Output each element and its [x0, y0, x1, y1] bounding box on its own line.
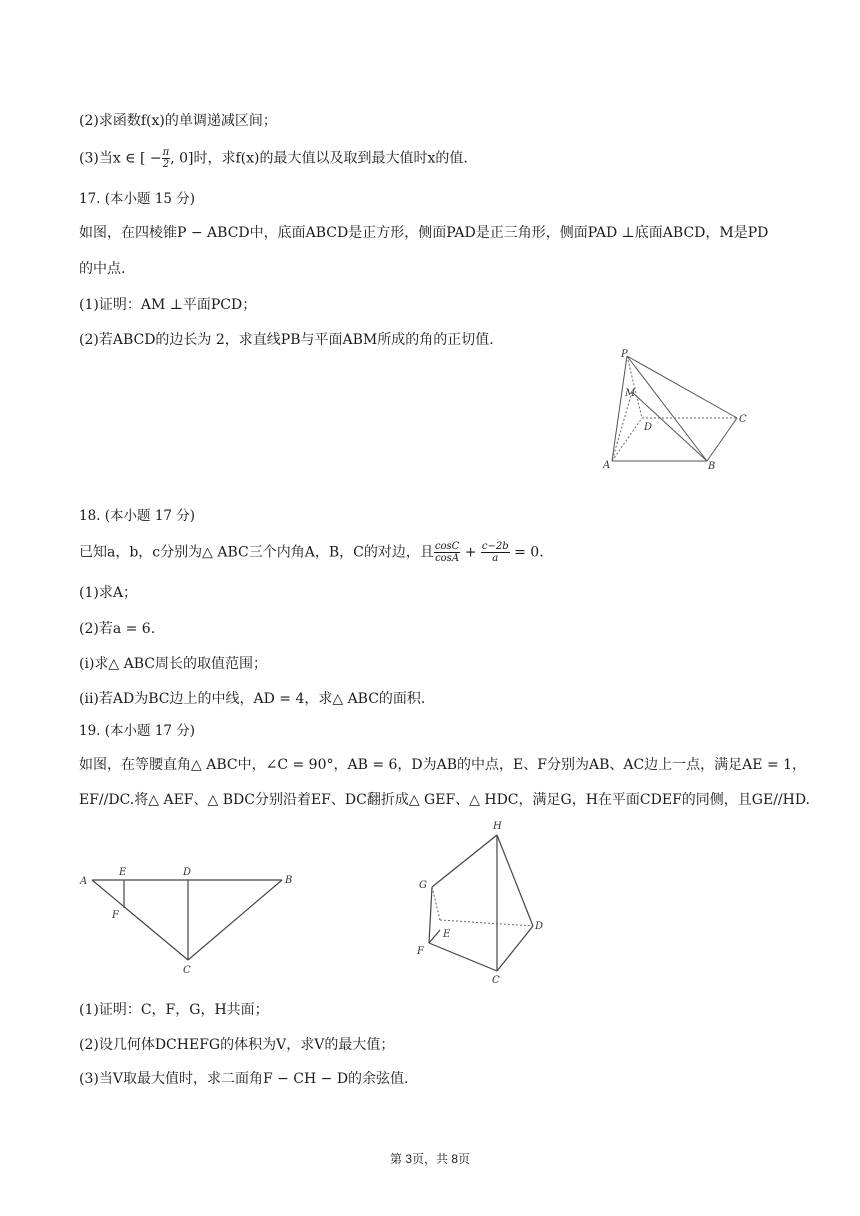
q19-stem-1: 如图，在等腰直角△ ABC中，∠C = 90°，AB = 6，D为AB的中点，E、F分别为AB、AC边上一点，满足AE = 1，	[79, 757, 807, 773]
label-D: D	[183, 867, 192, 878]
q18-stem-a: 已知a，b，c分别为△ ABC三个内角A，B，C的对边，且	[79, 544, 434, 561]
q17-stem-1: 如图，在四棱锥P − ABCD中，底面ABCD是正方形，侧面PAD是正三角形，侧面PAD ⊥底面ABCD，M是PD	[79, 225, 769, 241]
frac-den: 2	[162, 159, 170, 170]
label-H: H	[493, 821, 502, 832]
label-F: F	[112, 910, 119, 921]
frac-num: cosC	[434, 541, 460, 552]
label-C: C	[183, 965, 191, 976]
label-P: P	[621, 349, 628, 360]
q16-part2: (2)求函数f(x)的单调递减区间；	[79, 113, 277, 129]
label-G: G	[419, 880, 427, 891]
label-F: F	[417, 946, 424, 957]
frac-den: cosA	[435, 553, 460, 564]
label-A: A	[80, 876, 88, 887]
frac-num: π	[162, 147, 170, 158]
q18-stem	[79, 541, 544, 564]
page-footer: 第 3页，共 8页	[389, 1152, 471, 1166]
q17-part1: (1)证明：AM ⊥平面PCD；	[79, 297, 257, 313]
label-C: C	[492, 975, 500, 986]
pyramid-figure	[598, 348, 758, 476]
label-A: A	[603, 460, 611, 471]
q16-part3-a: (3)当x ∈ [ −	[79, 150, 162, 167]
label-M: M	[625, 388, 636, 399]
frac-den: a	[492, 553, 499, 564]
q18-sub-i: (i)求△ ABC周长的取值范围；	[79, 656, 267, 672]
cos-fraction	[434, 541, 460, 564]
q17-header: 17. (本小题 15 分)	[79, 191, 196, 207]
label-E: E	[119, 867, 127, 878]
q19-part3: (3)当V取最大值时，求二面角F − CH − D的余弦值.	[79, 1071, 409, 1087]
q16-part3	[79, 147, 468, 170]
label-B: B	[708, 461, 716, 472]
label-D: D	[535, 921, 544, 932]
q16-part3-b: , 0]时，求f(x)的最大值以及取到最大值时x的值.	[170, 150, 468, 167]
plus-sign: +	[464, 544, 477, 561]
q17-stem-2: 的中点.	[79, 261, 126, 277]
q18-sub-ii: (ii)若AD为BC边上的中线，AD = 4，求△ ABC的面积.	[79, 691, 426, 707]
q19-part2: (2)设几何体DCHEFG的体积为V，求V的最大值；	[79, 1037, 395, 1053]
triangle-figure	[76, 860, 306, 980]
folded-figure	[410, 815, 560, 987]
q19-part1: (1)证明：C，F，G，H共面；	[79, 1002, 269, 1018]
pi-over-2-fraction	[162, 147, 171, 170]
label-E: E	[443, 929, 451, 940]
q18-part1: (1)求A；	[79, 585, 137, 601]
q19-stem-2: EF//DC.将△ AEF、△ BDC分别沿着EF、DC翻折成△ GEF、△ HDC，满足G，H在平面CDEF的同侧，且GE//HD.	[79, 792, 811, 808]
q17-part2: (2)若ABCD的边长为 2，求直线PB与平面ABM所成的角的正切值.	[79, 332, 494, 348]
q18-part2: (2)若a = 6.	[79, 621, 156, 637]
frac-num: c−2b	[481, 541, 509, 552]
label-B: B	[285, 875, 293, 886]
side-fraction	[481, 541, 510, 564]
q18-header: 18. (本小题 17 分)	[79, 508, 196, 524]
label-C: C	[739, 414, 747, 425]
q18-stem-b: = 0.	[514, 544, 544, 561]
label-D: D	[644, 422, 653, 433]
q19-header: 19. (本小题 17 分)	[79, 723, 196, 739]
